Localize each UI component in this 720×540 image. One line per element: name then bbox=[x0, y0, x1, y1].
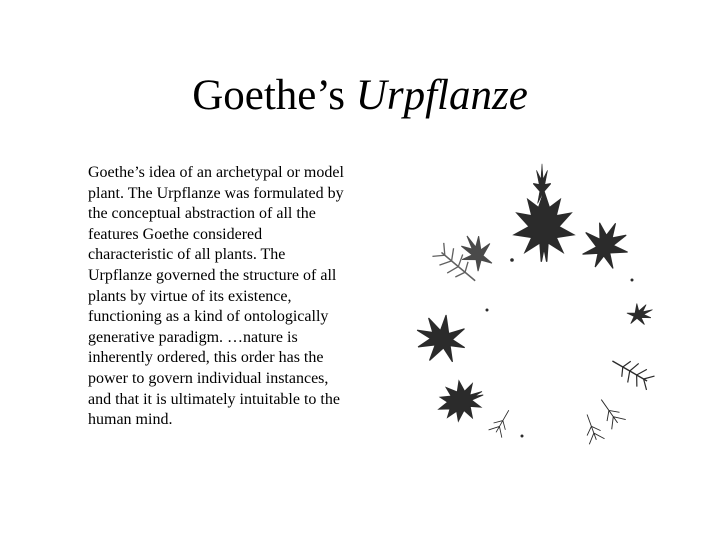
leaf-ring bbox=[409, 164, 656, 445]
urpflanze-leaf-ring-illustration bbox=[392, 160, 692, 460]
leaf-right bbox=[625, 299, 656, 329]
leaf-left-mid bbox=[409, 307, 473, 370]
body-paragraph: Goethe’s idea of an archetypal or model plant. The Urpflanze was formulated by the conceptual abstraction of all the features Goethe considered characteristic of all plants. The Urpflanze governed the structure of all plants by virtue of its existence, functioning as a kind of ontologically generative paradigm. …nature is inherently ordered, this order has the power to govern individual instances, and that it is ultimately intuitable to the human mind. bbox=[88, 164, 344, 429]
title-main: Goethe’s bbox=[192, 72, 356, 119]
leaf-bottom-left bbox=[489, 406, 516, 437]
slide-title bbox=[0, 68, 720, 124]
leaf-bottom-right-2 bbox=[579, 412, 604, 445]
leaf-right-lower bbox=[607, 351, 656, 392]
leaf-lower-left bbox=[432, 375, 490, 428]
leaf-top-large bbox=[514, 192, 573, 262]
title-italic: Urpflanze bbox=[355, 72, 528, 119]
leaf-upper-right bbox=[574, 213, 636, 276]
leaf-bottom-right-1 bbox=[594, 395, 625, 430]
